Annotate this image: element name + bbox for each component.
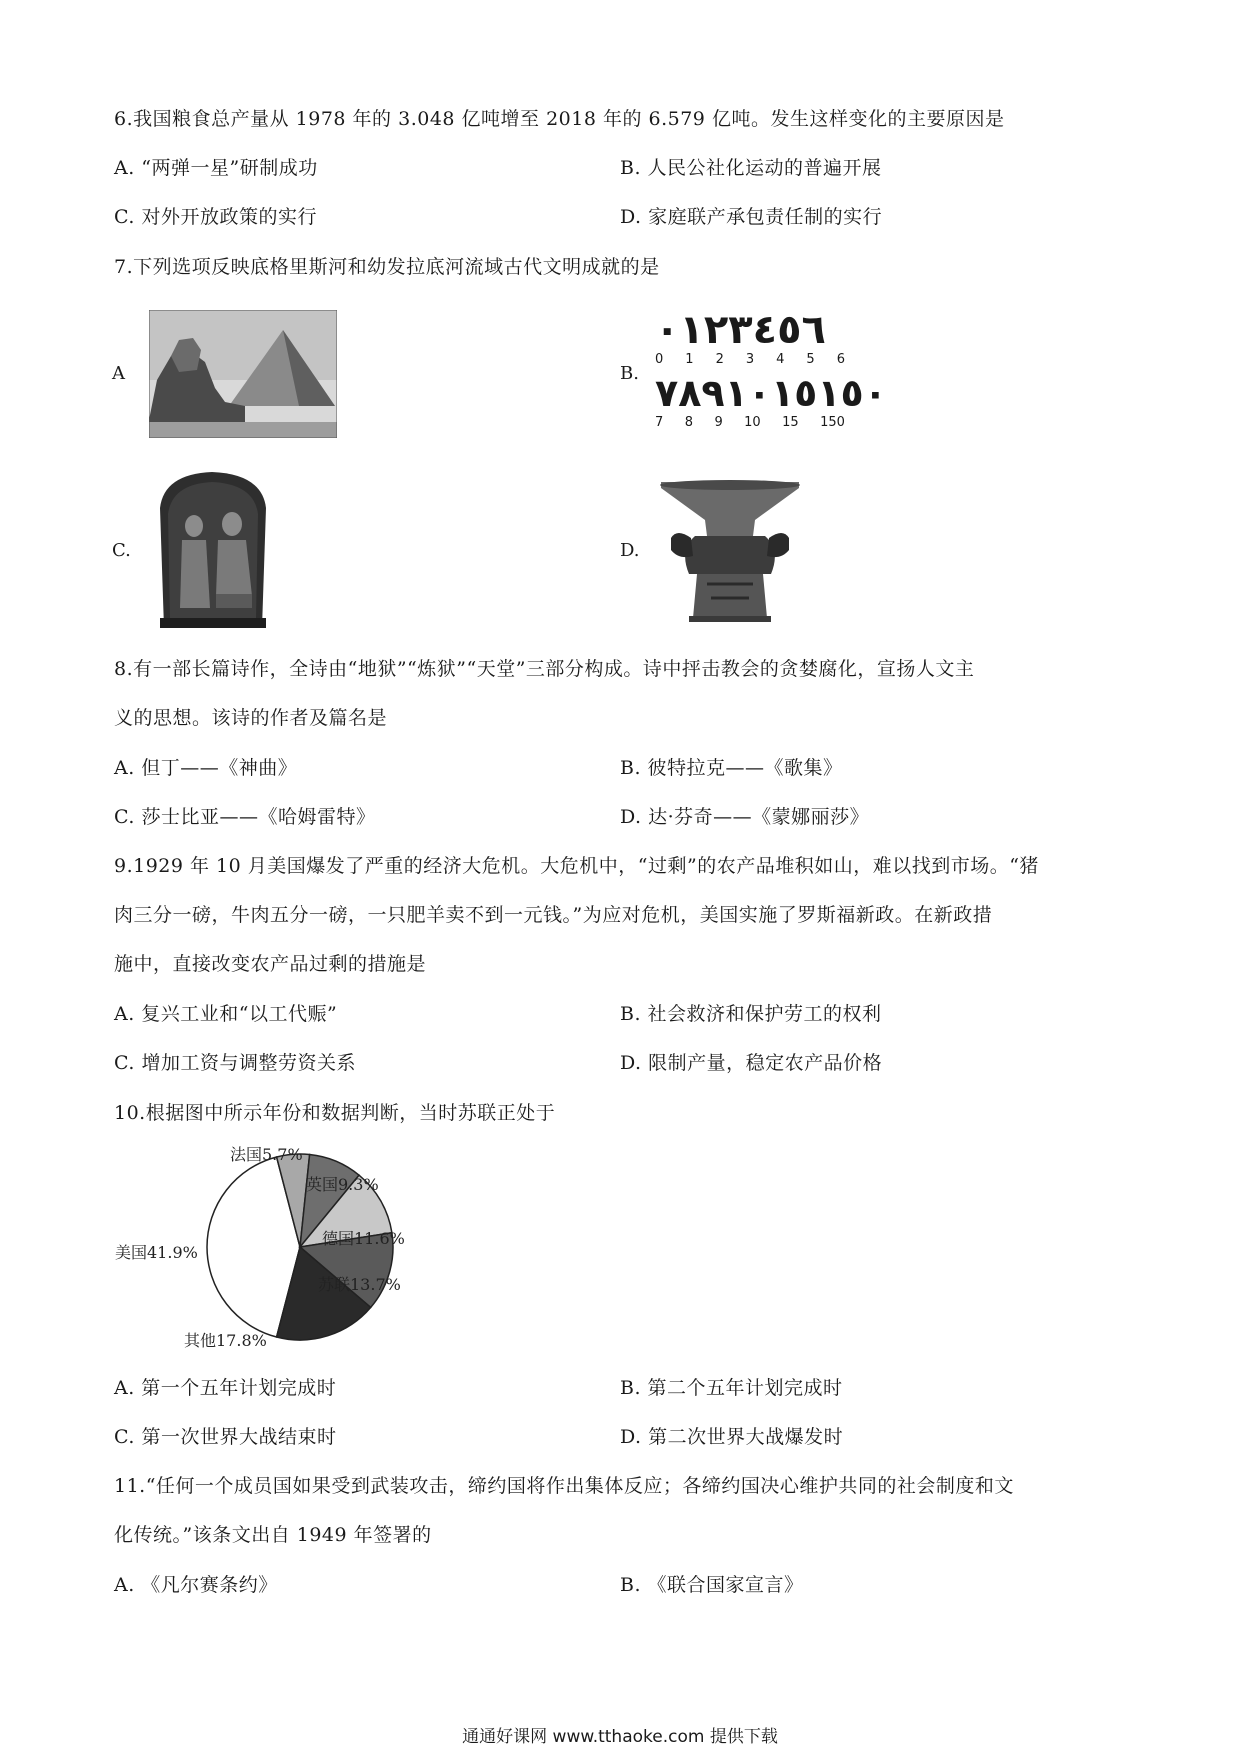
footer-download-note: 通通好课网 www.tthaoke.com 提供下载 (462, 1727, 778, 1747)
q9-stem-line1: 9.1929 年 10 月美国爆发了严重的经济大危机。大危机中，“过剩”的农产品堆积如山，难以找到市场。“猪 (114, 855, 1039, 877)
numeral-digit-label: 6 (836, 352, 845, 367)
q9-stem-line2: 肉三分一磅，牛肉五分一磅，一只肥羊卖不到一元钱。”为应对危机，美国实施了罗斯福新政。在新政措 (114, 904, 993, 926)
numeral-digit-label: 8 (684, 415, 693, 430)
numerals-bottom-row: ٧٨٩١٠١٥١٥٠ (655, 371, 887, 415)
q10-option-d: D. 第二次世界大战爆发时 (620, 1426, 844, 1448)
q11-option-b: B. 《联合国家宣言》 (620, 1574, 804, 1596)
q9-option-a: A. 复兴工业和“以工代赈” (114, 1003, 338, 1025)
pie-label-法国: 法国5.7% (230, 1146, 303, 1164)
q10-option-c: C. 第一次世界大战结束时 (114, 1426, 337, 1448)
q9-stem-line3: 施中，直接改变农产品过剩的措施是 (114, 953, 427, 975)
numeral-digit-label: 10 (744, 415, 761, 430)
q6-option-b: B. 人民公社化运动的普遍开展 (620, 157, 882, 179)
q8-option-b: B. 彼特拉克——《歌集》 (620, 757, 843, 779)
q10-stem: 10.根据图中所示年份和数据判断，当时苏联正处于 (114, 1102, 556, 1124)
q8-option-c: C. 莎士比亚——《哈姆雷特》 (114, 806, 376, 828)
pie-label-美国: 美国41.9% (115, 1243, 198, 1262)
bronze-zun-vessel-image (655, 476, 805, 626)
numeral-digit-label: 15 (782, 415, 799, 430)
industrial-share-pie-chart (110, 1146, 490, 1351)
q11-stem-line2: 化传统。”该条文出自 1949 年签署的 (114, 1524, 432, 1546)
q9-option-b: B. 社会救济和保护劳工的权利 (620, 1003, 882, 1025)
q6-option-c: C. 对外开放政策的实行 (114, 206, 317, 228)
pie-label-德国: 德国11.6% (322, 1229, 405, 1248)
q7-label-a: A (112, 363, 125, 384)
q10-option-b: B. 第二个五年计划完成时 (620, 1377, 843, 1399)
numerals-top-row: ٠١٢٣٤٥٦ (655, 307, 826, 353)
q11-option-a: A. 《凡尔赛条约》 (114, 1574, 278, 1596)
q7-label-b: B. (620, 363, 639, 384)
numeral-digit-label: 4 (776, 352, 785, 367)
q10-option-a: A. 第一个五年计划完成时 (114, 1377, 337, 1399)
q9-option-d: D. 限制产量，稳定农产品价格 (620, 1052, 883, 1074)
q8-stem-line2: 义的思想。该诗的作者及篇名是 (114, 707, 388, 729)
pie-label-苏联: 苏联13.7% (318, 1275, 401, 1294)
q8-stem-line1: 8.有一部长篇诗作，全诗由“地狱”“炼狱”“天堂”三部分构成。诗中抨击教会的贪婪腐化，宣扬人文主 (114, 658, 975, 680)
q6-option-d: D. 家庭联产承包责任制的实行 (620, 206, 883, 228)
q8-option-a: A. 但丁——《神曲》 (114, 757, 298, 779)
numeral-digit-label: 1 (685, 352, 694, 367)
numerals-bottom-labels (655, 415, 845, 430)
numeral-digit-label: 2 (715, 352, 724, 367)
q6-stem: 6.我国粮食总产量从 1978 年的 3.048 亿吨增至 2018 年的 6.579 亿吨。发生这样变化的主要原因是 (114, 108, 1005, 130)
numeral-digit-label: 150 (820, 415, 845, 430)
sphinx-pyramid-image (149, 310, 337, 438)
hammurabi-stele-image (150, 468, 275, 628)
numeral-digit-label: 9 (714, 415, 723, 430)
q7-label-d: D. (620, 540, 640, 561)
arabic-numerals-image (655, 307, 887, 445)
numeral-digit-label: 5 (806, 352, 815, 367)
numeral-digit-label: 3 (745, 352, 755, 367)
pie-label-其他: 其他17.8% (184, 1331, 267, 1350)
q7-stem: 7.下列选项反映底格里斯河和幼发拉底河流域古代文明成就的是 (114, 256, 660, 278)
q9-option-c: C. 增加工资与调整劳资关系 (114, 1052, 356, 1074)
q8-option-d: D. 达·芬奇——《蒙娜丽莎》 (620, 806, 870, 828)
numeral-digit-label: 0 (655, 352, 664, 367)
pie-label-英国: 英国9.3% (306, 1175, 379, 1194)
q7-label-c: C. (112, 540, 131, 561)
q6-option-a: A. “两弹一星”研制成功 (114, 157, 318, 179)
q11-stem-line1: 11.“任何一个成员国如果受到武装攻击，缔约国将作出集体反应；各缔约国决心维护共同的社会制度和文 (114, 1475, 1014, 1497)
numerals-top-labels (655, 352, 845, 367)
numeral-digit-label: 7 (655, 415, 664, 430)
